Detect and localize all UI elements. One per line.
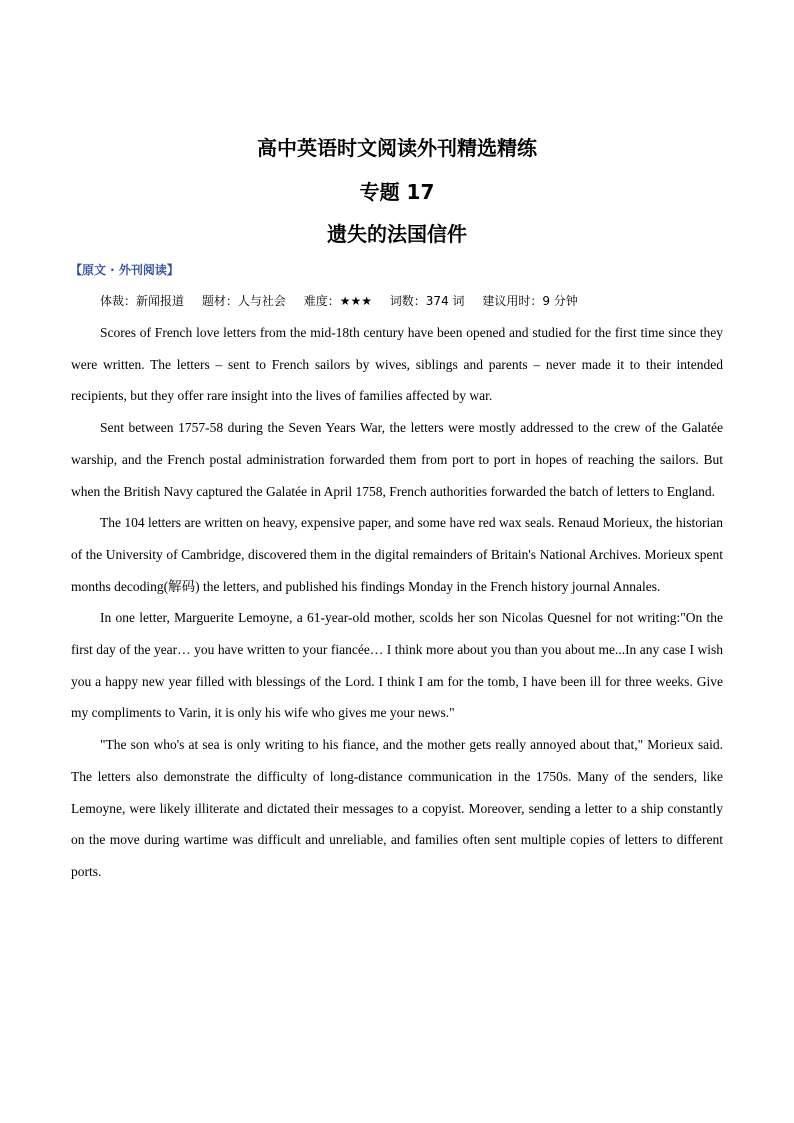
paragraph: Sent between 1757-58 during the Seven Years War, the letters were mostly addressed to the crew of the Galatée warship, and the French postal administration forwarded them from port to port in hopes of reaching the sailors. But when the British Navy captured the Galatée in April 1758, French authorities forwarded the batch of letters to England. [71,420,723,499]
section-tag: 【原文 · 外刊阅读】 [70,263,179,277]
meta-word-count: 词数：374 词 [389,294,465,308]
topic-number: 专题 17 [359,180,435,204]
article-meta [100,293,592,309]
paragraph: Scores of French love letters from the mid-18th century have been opened and studied for the first time since they were written. The letters – sent to French sailors by wives, siblings and parents – never made it to their intended recipients, but they offer rare insight into the lives of families affected by war. [71,325,723,404]
meta-suggested-time: 建议用时：9 分钟 [482,294,578,308]
document-title: 高中英语时文阅读外刊精选精练 [257,136,537,160]
meta-theme: 题材：人与社会 [201,294,286,308]
article-body [71,317,723,888]
paragraph: The 104 letters are written on heavy, expensive paper, and some have red wax seals. Renaud Morieux, the historian of the University of Cambridge, discovered them in the digital remainders of Britain's National Archives. Morieux spent months decoding(解码) the letters, and published his findings Monday in the French history journal Annales. [71,515,723,594]
article-subtitle: 遗失的法国信件 [327,222,467,246]
paragraph: "The son who's at sea is only writing to his fiance, and the mother gets really annoyed about that," Morieux said. The letters also demonstrate the difficulty of long-distance communication in the 1750s. Many of the senders, like Lemoyne, were likely illiterate and dictated their messages to a copyist. Moreover, sending a letter to a ship constantly on the move during wartime was difficult and unreliable, and families often sent multiple copies of letters to different ports. [71,737,723,879]
paragraph: In one letter, Marguerite Lemoyne, a 61-year-old mother, scolds her son Nicolas Quesnel for not writing:"On the first day of the year… you have written to your fiancée… I think more about you than you about me...In any case I wish you a happy new year filled with blessings of the Lord. I think I am for the tomb, I have been ill for three weeks. Give my compliments to Varin, it is only his wife who gives me your news." [71,610,723,721]
meta-difficulty: 难度：★★★ [303,294,372,308]
meta-genre: 体裁：新闻报道 [100,294,185,308]
